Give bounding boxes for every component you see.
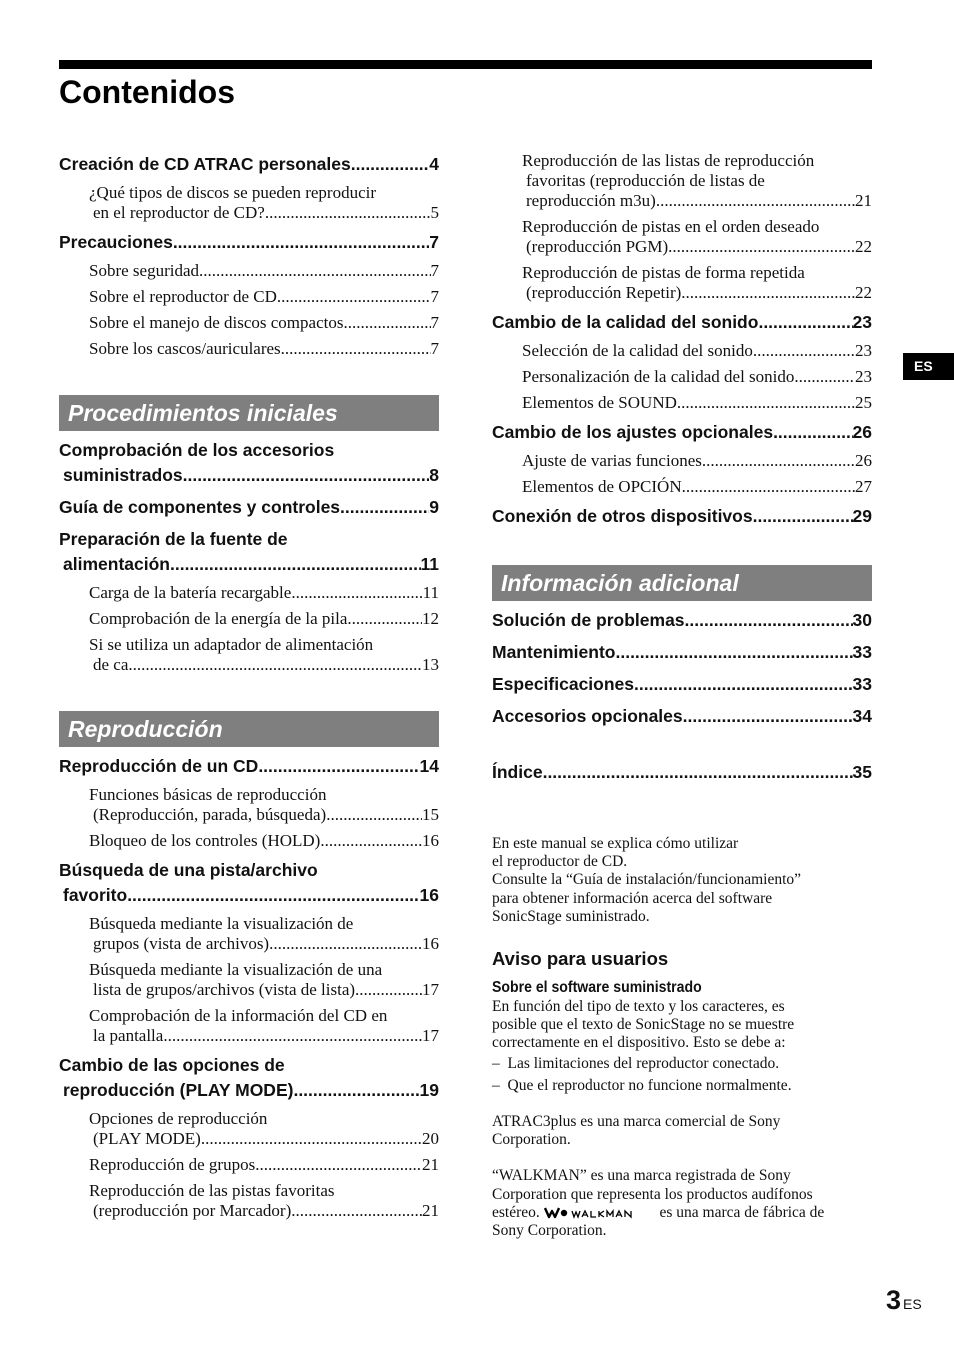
toc-entry-text: Especificaciones: [492, 674, 635, 694]
toc-subentry: [59, 183, 439, 223]
toc-page-number: 16: [419, 885, 439, 905]
toc-page-number: 7: [430, 313, 439, 332]
toc-entry-text: Reproducción de un CD: [59, 756, 259, 776]
toc-subentry: [59, 960, 439, 1000]
top-rule: [59, 60, 872, 69]
toc-heading-entry: [492, 504, 872, 529]
toc-subentry: [492, 217, 872, 257]
toc-entry-text: lista de grupos/archivos (vista de lista): [93, 980, 356, 999]
dot-leader: [281, 339, 431, 359]
toc-entry-row: [89, 1026, 439, 1046]
toc-page-number: 14: [419, 756, 439, 776]
dot-leader: [326, 805, 422, 825]
toc-entry-text: Sobre el manejo de discos compactos: [89, 313, 344, 332]
toc-entry-row: [492, 704, 872, 729]
sub-body-line-1: En función del tipo de texto y los caracteres, es: [492, 998, 785, 1016]
dot-leader: [127, 883, 419, 908]
atrac-line-2: Corporation.: [492, 1131, 571, 1149]
toc-entry-row: [492, 420, 872, 445]
section-header-reproduccion: Reproducción: [59, 711, 439, 747]
toc-subentry: [59, 1109, 439, 1149]
dot-leader: [543, 760, 853, 785]
toc-entry-text: Comprobación de la información del CD en: [89, 1006, 388, 1025]
dot-leader: [269, 934, 422, 954]
toc-entry-text: Elementos de SOUND: [522, 393, 677, 412]
page-title: Contenidos: [59, 74, 235, 110]
toc-entry-text: (reproducción PGM): [526, 237, 669, 256]
dot-leader: [320, 831, 422, 851]
dot-leader: [258, 754, 419, 779]
toc-entry-row: [522, 341, 872, 361]
page-number: 3 ES: [886, 1285, 922, 1315]
toc-entry-text: Guía de componentes y controles: [59, 497, 341, 517]
toc-entry-text: Cambio de la calidad del sonido: [492, 312, 759, 332]
toc-entry-text: alimentación: [63, 554, 170, 574]
toc-entry-text: Accesorios opcionales: [492, 706, 683, 726]
toc-entry-row: [89, 980, 439, 1000]
toc-page-number: 21: [855, 191, 872, 210]
dot-leader: [340, 495, 429, 520]
toc-entry-text: (PLAY MODE): [93, 1129, 201, 1148]
dot-leader: [183, 463, 430, 488]
toc-subentry: [492, 151, 872, 211]
toc-entry-text: favorito: [63, 885, 128, 905]
toc-entry-row: [89, 655, 439, 675]
toc-entry-text: Mantenimiento: [492, 642, 616, 662]
toc-heading-entry: [59, 754, 439, 779]
dot-leader: [682, 477, 855, 497]
toc-entry-row: [522, 191, 872, 211]
toc-entry-row: [492, 760, 872, 785]
toc-entry-text: Reproducción de pistas de forma repetida: [522, 263, 805, 282]
toc-section3-list: [492, 608, 872, 729]
toc-page-number: 29: [852, 506, 872, 526]
toc-entry-row: [492, 672, 872, 697]
toc-heading-entry: [492, 640, 872, 665]
toc-entry-text: Búsqueda mediante la visualización de una: [89, 960, 383, 979]
toc-entry-row: [59, 883, 439, 908]
toc-page-number: 20: [422, 1129, 439, 1148]
notes-block: [492, 835, 882, 1240]
toc-page-number: 5: [430, 203, 439, 222]
toc-page-number: 12: [422, 609, 439, 628]
dot-leader: [615, 640, 852, 665]
dot-leader: [343, 313, 430, 333]
toc-subentry: [59, 914, 439, 954]
toc-entry-row: [89, 1201, 439, 1221]
toc-entry-row: [59, 152, 439, 177]
toc-page-number: 11: [422, 583, 439, 602]
toc-subentry: [492, 341, 872, 361]
toc-entry-text: Reproducción de grupos: [89, 1155, 256, 1174]
toc-subentry: [492, 477, 872, 497]
toc-page-number: 11: [420, 554, 439, 574]
sub-body-line-2: posible que el texto de SonicStage no se muestre: [492, 1016, 795, 1034]
intro-line-5: SonicStage suministrado.: [492, 907, 650, 925]
toc-page-number: 33: [852, 674, 872, 694]
toc-entry-text: Búsqueda de una pista/archivo: [59, 860, 318, 880]
sub-body-line-3: correctamente en el dispositivo. Esto se debe a:: [492, 1034, 786, 1052]
toc-entry-row: [89, 831, 439, 851]
toc-entry-text: Funciones básicas de reproducción: [89, 785, 327, 804]
dot-leader: [128, 655, 422, 675]
toc-entry-row: [522, 477, 872, 497]
toc-entry-row: [89, 609, 439, 629]
toc-entry-row: [89, 934, 439, 954]
toc-entry-row: [492, 504, 872, 529]
toc-intro-list: [59, 152, 439, 359]
toc-entry-row: [522, 367, 872, 387]
toc-entry-row: [89, 287, 439, 307]
toc-page-number: 15: [422, 805, 439, 824]
toc-heading-entry: [492, 672, 872, 697]
toc-entry-row: [89, 1129, 439, 1149]
aviso-heading: Aviso para usuarios: [492, 948, 669, 970]
intro-line-4: para obtener información acerca del software: [492, 889, 773, 907]
toc-entry-row: [59, 552, 439, 577]
intro-line-3: Consulte la “Guía de instalación/funcionamiento”: [492, 871, 802, 889]
toc-entry-text: Bloqueo de los controles (HOLD): [89, 831, 321, 850]
toc-entry-text: Cambio de las opciones de: [59, 1055, 285, 1075]
toc-entry-text: Reproducción de las pistas favoritas: [89, 1181, 335, 1200]
toc-entry-text: Personalización de la calidad del sonido: [522, 367, 795, 386]
toc-entry-text: Índice: [492, 762, 543, 782]
toc-entry-text: Ajuste de varias funciones: [522, 451, 702, 470]
toc-page-number: 22: [855, 283, 872, 302]
toc-entry-text: (reproducción Repetir): [526, 283, 682, 302]
dot-leader: [163, 1026, 422, 1046]
walkman-line-3: estéreo. es una marca de fábrica de: [492, 1203, 825, 1221]
dot-leader: [753, 504, 853, 529]
section-header-procedimientos: Procedimientos iniciales: [59, 395, 439, 431]
toc-subentry: [59, 1155, 439, 1175]
toc-page-number: 19: [419, 1080, 439, 1100]
toc-page-number: 13: [422, 655, 439, 674]
toc-entry-row: [522, 283, 872, 303]
toc-entry-text: Creación de CD ATRAC personales: [59, 154, 351, 174]
toc-entry-row: [59, 495, 439, 520]
dot-leader: [681, 283, 855, 303]
toc-entry-text: Elementos de OPCIÓN: [522, 477, 682, 496]
toc-entry-row: [89, 805, 439, 825]
toc-entry-text: Carga de la batería recargable: [89, 583, 292, 602]
toc-entry-row: [492, 640, 872, 665]
toc-entry-text: Precauciones: [59, 232, 173, 252]
toc-heading-entry: [492, 310, 872, 335]
toc-entry-row: [89, 339, 439, 359]
toc-heading-entry: [492, 704, 872, 729]
dash-item-2: – Que el reproductor no funcione normalmente.: [492, 1076, 792, 1094]
walkman-line-1: “WALKMAN” es una marca registrada de Sony: [492, 1167, 791, 1185]
toc-heading-entry: [492, 760, 872, 785]
toc-heading-entry: [59, 230, 439, 255]
toc-page-number: 23: [852, 312, 872, 332]
dot-leader: [758, 310, 852, 335]
atrac-line-1: ATRAC3plus es una marca comercial de Sony: [492, 1113, 781, 1131]
toc-entry-text: Conexión de otros dispositivos: [492, 506, 753, 526]
dot-leader: [255, 1155, 422, 1175]
language-tab: ES: [903, 353, 954, 380]
toc-entry-row: [89, 203, 439, 223]
toc-subentry: [59, 287, 439, 307]
toc-subentry: [492, 367, 872, 387]
toc-entry-row: [59, 754, 439, 779]
dot-leader: [170, 552, 421, 577]
software-subheading: Sobre el software suministrado: [492, 979, 702, 997]
dot-leader: [668, 237, 855, 257]
toc-page-number: 22: [855, 237, 872, 256]
dot-leader: [291, 583, 422, 603]
toc-page-number: 8: [429, 465, 439, 485]
toc-page-number: 35: [852, 762, 872, 782]
toc-heading-entry: [492, 608, 872, 633]
toc-entry-text: Sobre seguridad: [89, 261, 200, 280]
toc-entry-row: [59, 463, 439, 488]
toc-page-number: 27: [855, 477, 872, 496]
toc-page-number: 25: [855, 393, 872, 412]
toc-entry-row: [89, 261, 439, 281]
toc-section2-list: [59, 754, 439, 1221]
toc-entry-text: Reproducción de las listas de reproducción: [522, 151, 815, 170]
toc-heading-entry: [59, 527, 439, 577]
toc-subentry: [59, 261, 439, 281]
toc-heading-entry: [59, 1053, 439, 1103]
toc-subentry: [492, 451, 872, 471]
dot-leader: [351, 152, 430, 177]
toc-page-number: 7: [430, 339, 439, 358]
dot-leader: [293, 1078, 419, 1103]
toc-index: [492, 760, 872, 785]
toc-entry-text: de ca: [93, 655, 129, 674]
toc-page-number: 26: [852, 422, 872, 442]
toc-entry-text: grupos (vista de archivos): [93, 934, 270, 953]
toc-page-number: 7: [430, 261, 439, 280]
dot-leader: [347, 609, 422, 629]
toc-entry-row: [89, 1155, 439, 1175]
toc-heading-entry: [59, 495, 439, 520]
toc-entry-text: Solución de problemas: [492, 610, 685, 630]
toc-entry-text: Preparación de la fuente de: [59, 529, 288, 549]
toc-heading-entry: [59, 858, 439, 908]
dot-leader: [773, 420, 852, 445]
toc-right-column: [492, 145, 872, 785]
toc-left-column: [59, 145, 439, 1221]
walkman-line-2: Corporation que representa los productos audífonos: [492, 1185, 813, 1203]
toc-subentry: [59, 313, 439, 333]
toc-entry-row: [89, 583, 439, 603]
toc-page-number: 33: [852, 642, 872, 662]
toc-subentry: [59, 635, 439, 675]
intro-line-2: el reproductor de CD.: [492, 853, 628, 871]
dot-leader: [753, 341, 855, 361]
toc-entry-text: Cambio de los ajustes opcionales: [492, 422, 774, 442]
toc-entry-text: Reproducción de pistas en el orden deseado: [522, 217, 820, 236]
toc-entry-text: Selección de la calidad del sonido: [522, 341, 753, 360]
toc-page-number: 17: [422, 1026, 439, 1045]
toc-subentry: [59, 583, 439, 603]
dot-leader: [794, 367, 855, 387]
toc-page-number: 7: [429, 232, 439, 252]
toc-heading-entry: [59, 152, 439, 177]
toc-subentry: [59, 831, 439, 851]
toc-entry-text: reproducción m3u): [526, 191, 656, 210]
toc-page-number: 7: [430, 287, 439, 306]
toc-entry-row: [89, 313, 439, 333]
walkman-logo-icon: [544, 1205, 656, 1219]
dot-leader: [355, 980, 422, 1000]
toc-page-number: 26: [855, 451, 872, 470]
toc-page-number: 17: [422, 980, 439, 999]
toc-page-number: 23: [855, 367, 872, 386]
toc-page-number: 4: [429, 154, 439, 174]
toc-subentry: [59, 339, 439, 359]
toc-entry-text: suministrados: [63, 465, 183, 485]
dot-leader: [173, 230, 429, 255]
toc-entry-text: Comprobación de la energía de la pila: [89, 609, 348, 628]
dot-leader: [683, 704, 853, 729]
dash-item-1: – Las limitaciones del reproductor conectado.: [492, 1054, 780, 1072]
toc-subentry: [59, 609, 439, 629]
toc-entry-text: Comprobación de los accesorios: [59, 440, 335, 460]
toc-entry-text: ¿Qué tipos de discos se pueden reproducir: [89, 183, 377, 202]
toc-heading-entry: [492, 420, 872, 445]
toc-subentry: [492, 393, 872, 413]
intro-line-1: En este manual se explica cómo utilizar: [492, 835, 739, 852]
toc-entry-text: Sobre el reproductor de CD: [89, 287, 277, 306]
dot-leader: [702, 451, 855, 471]
toc-entry-text: Búsqueda mediante la visualización de: [89, 914, 354, 933]
toc-page-number: 30: [852, 610, 872, 630]
toc-section1-list: [59, 438, 439, 675]
toc-subentry: [59, 1181, 439, 1221]
toc-entry-row: [522, 237, 872, 257]
dot-leader: [685, 608, 853, 633]
toc-right-list: [492, 151, 872, 529]
toc-entry-row: [522, 451, 872, 471]
toc-entry-text: (reproducción por Marcador): [93, 1201, 292, 1220]
toc-entry-row: [59, 230, 439, 255]
toc-page-number: 23: [855, 341, 872, 360]
toc-entry-text: en el reproductor de CD?: [93, 203, 265, 222]
toc-entry-text: (Reproducción, parada, búsqueda): [93, 805, 327, 824]
toc-page-number: 9: [429, 497, 439, 517]
toc-entry-row: [492, 608, 872, 633]
dot-leader: [265, 203, 431, 223]
toc-entry-text: reproducción (PLAY MODE): [63, 1080, 294, 1100]
dot-leader: [291, 1201, 422, 1221]
toc-page-number: 21: [422, 1201, 439, 1220]
toc-subentry: [492, 263, 872, 303]
toc-entry-text: la pantalla: [93, 1026, 164, 1045]
toc-page-number: 16: [422, 831, 439, 850]
toc-entry-text: Opciones de reproducción: [89, 1109, 268, 1128]
toc-page-number: 34: [852, 706, 872, 726]
dot-leader: [277, 287, 431, 307]
toc-entry-text: Si se utiliza un adaptador de alimentación: [89, 635, 374, 654]
dot-leader: [634, 672, 853, 697]
toc-entry-text: favoritas (reproducción de listas de: [526, 171, 765, 190]
section-header-informacion: Información adicional: [492, 565, 872, 601]
toc-entry-row: [492, 310, 872, 335]
toc-entry-row: [522, 393, 872, 413]
toc-subentry: [59, 1006, 439, 1046]
walkman-line-4: Sony Corporation.: [492, 1222, 607, 1240]
dot-leader: [677, 393, 855, 413]
toc-page-number: 21: [422, 1155, 439, 1174]
dot-leader: [201, 1129, 422, 1149]
dot-leader: [656, 191, 855, 211]
toc-heading-entry: [59, 438, 439, 488]
toc-page-number: 16: [422, 934, 439, 953]
toc-entry-text: Sobre los cascos/auriculares: [89, 339, 281, 358]
dot-leader: [199, 261, 430, 281]
toc-entry-row: [59, 1078, 439, 1103]
toc-subentry: [59, 785, 439, 825]
